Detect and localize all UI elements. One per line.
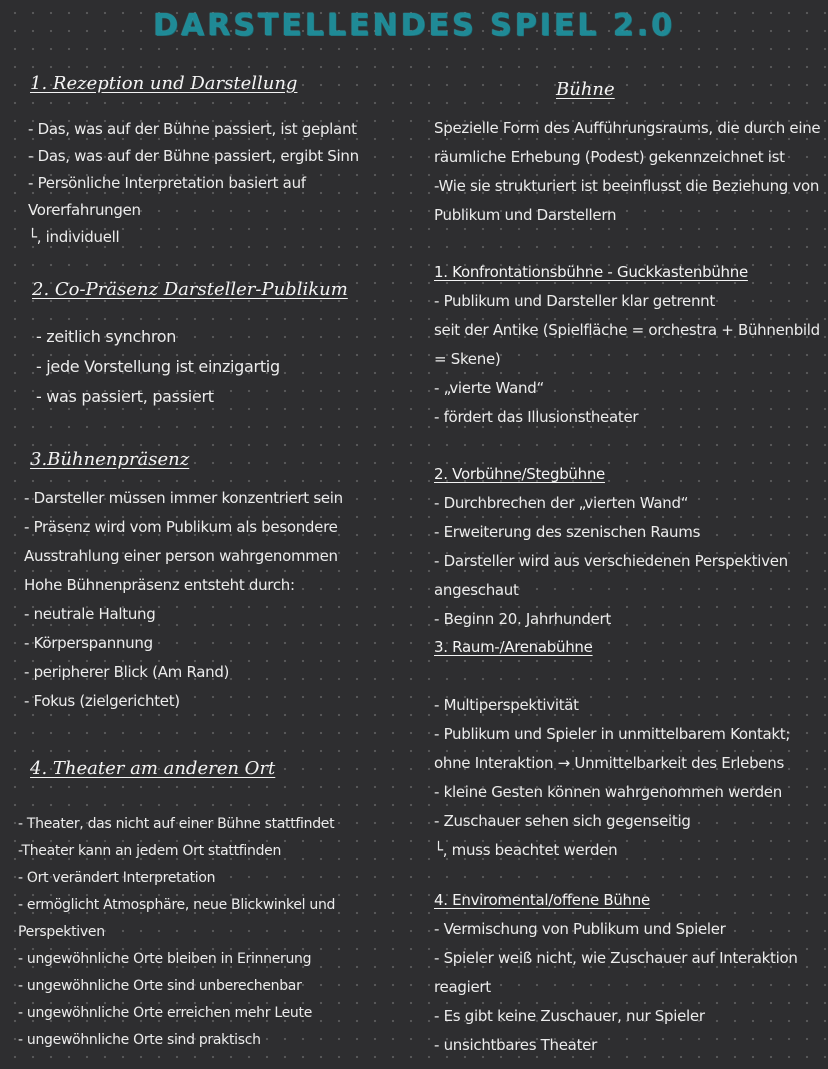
text-line: - fördert das Illusionstheater bbox=[434, 408, 639, 426]
text-line: - Multiperspektivität bbox=[434, 696, 579, 714]
text-line: - Körperspannung bbox=[24, 634, 153, 652]
text-line: Perspektiven bbox=[18, 924, 105, 940]
text-line: - Beginn 20. Jahrhundert bbox=[434, 610, 611, 628]
text-line: - Publikum und Spieler in unmittelbarem Kontakt; bbox=[434, 725, 791, 743]
section-body-buehne-intro bbox=[434, 114, 820, 230]
text-line: └, muss beachtet werden bbox=[434, 841, 618, 859]
text-line: - Präsenz wird vom Publikum als besondere bbox=[24, 518, 338, 536]
text-line: = Skene) bbox=[434, 350, 501, 368]
text-line: - Es gibt keine Zuschauer, nur Spieler bbox=[434, 1007, 705, 1025]
text-line: - ungewöhnliche Orte erreichen mehr Leute bbox=[18, 1005, 313, 1021]
text-line: - ungewöhnliche Orte bleiben in Erinnerung bbox=[18, 951, 312, 967]
text-line: seit der Antike (Spielfläche = orchestra + Bühnenbild bbox=[434, 321, 820, 339]
text-line: - was passiert, passiert bbox=[36, 387, 214, 406]
text-line: räumliche Erhebung (Podest) gekennzeichnet ist bbox=[434, 148, 785, 166]
text-line: reagiert bbox=[434, 978, 491, 996]
text-line: - zeitlich synchron bbox=[36, 327, 177, 346]
subheading-arenabuehne: 3. Raum-/Arenabühne bbox=[434, 638, 593, 656]
text-line: angeschaut bbox=[434, 581, 519, 599]
text-line: └, individuell bbox=[28, 228, 120, 246]
text-line: ohne Interaktion → Unmittelbarkeit des Erlebens bbox=[434, 754, 784, 772]
text-line: Vorerfahrungen bbox=[28, 201, 141, 219]
text-line: - unsichtbares Theater bbox=[434, 1036, 597, 1054]
text-line: - Darsteller wird aus verschiedenen Perspektiven bbox=[434, 552, 788, 570]
section-body-co-praesenz bbox=[36, 322, 280, 412]
text-line: -Wie sie strukturiert ist beeinflusst die Beziehung von bbox=[434, 177, 820, 195]
text-line: - peripherer Blick (Am Rand) bbox=[24, 663, 230, 681]
section-body-vorbuehne bbox=[434, 489, 788, 634]
text-line: - ermöglicht Atmosphäre, neue Blickwinkel und bbox=[18, 897, 336, 913]
section-heading-co-praesenz: 2. Co-Präsenz Darsteller-Publikum bbox=[32, 279, 348, 300]
text-line: - Darsteller müssen immer konzentriert sein bbox=[24, 489, 343, 507]
text-line: - Das, was auf der Bühne passiert, ergibt Sinn bbox=[28, 147, 359, 165]
text-line: Spezielle Form des Aufführungsraums, die durch eine bbox=[434, 119, 821, 137]
text-line: - ungewöhnliche Orte sind praktisch bbox=[18, 1032, 261, 1048]
section-heading-theater-ort: 4. Theater am anderen Ort bbox=[30, 758, 276, 779]
section-body-arenabuehne bbox=[434, 691, 790, 865]
text-line: - „vierte Wand“ bbox=[434, 379, 544, 397]
text-line: Publikum und Darstellern bbox=[434, 206, 617, 224]
section-body-konfrontationsbuehne bbox=[434, 287, 820, 432]
section-heading-rezeption: 1. Rezeption und Darstellung bbox=[30, 73, 298, 94]
section-heading-buehnenpraesenz: 3.Bühnenpräsenz bbox=[30, 449, 190, 470]
text-line: - kleine Gesten können wahrgenommen werden bbox=[434, 783, 782, 801]
text-line: - Spieler weiß nicht, wie Zuschauer auf Interaktion bbox=[434, 949, 798, 967]
subheading-offene-buehne: 4. Enviromental/offene Bühne bbox=[434, 891, 650, 909]
text-line: -Theater kann an jedem Ort stattfinden bbox=[18, 843, 282, 859]
section-body-offene-buehne bbox=[434, 915, 798, 1060]
subheading-konfrontationsbuehne: 1. Konfrontationsbühne - Guckkastenbühne bbox=[434, 263, 748, 281]
text-line: - neutrale Haltung bbox=[24, 605, 156, 623]
text-line: - Zuschauer sehen sich gegenseitig bbox=[434, 812, 691, 830]
text-line: - Fokus (zielgerichtet) bbox=[24, 692, 180, 710]
text-line: - Persönliche Interpretation basiert auf bbox=[28, 174, 306, 192]
text-line: - ungewöhnliche Orte sind unberechenbar bbox=[18, 978, 302, 994]
section-body-buehnenpraesenz bbox=[24, 484, 343, 716]
text-line: - Vermischung von Publikum und Spieler bbox=[434, 920, 726, 938]
text-line: - jede Vorstellung ist einzigartig bbox=[36, 357, 280, 376]
page-title: DARSTELLENDES SPIEL 2.0 bbox=[152, 8, 676, 43]
text-line: - Das, was auf der Bühne passiert, ist geplant bbox=[28, 120, 357, 138]
text-line: Hohe Bühnenpräsenz entsteht durch: bbox=[24, 576, 295, 594]
text-line: - Ort verändert Interpretation bbox=[18, 870, 216, 886]
text-line: - Durchbrechen der „vierten Wand“ bbox=[434, 494, 689, 512]
subheading-vorbuehne: 2. Vorbühne/Stegbühne bbox=[434, 465, 605, 483]
text-line: - Theater, das nicht auf einer Bühne stattfindet bbox=[18, 816, 335, 832]
section-body-rezeption bbox=[28, 116, 359, 251]
section-body-theater-ort bbox=[18, 811, 335, 1054]
section-heading-buehne: Bühne bbox=[556, 79, 615, 100]
text-line: - Publikum und Darsteller klar getrennt bbox=[434, 292, 715, 310]
text-line: - Erweiterung des szenischen Raums bbox=[434, 523, 701, 541]
text-line: Ausstrahlung einer person wahrgenommen bbox=[24, 547, 338, 565]
